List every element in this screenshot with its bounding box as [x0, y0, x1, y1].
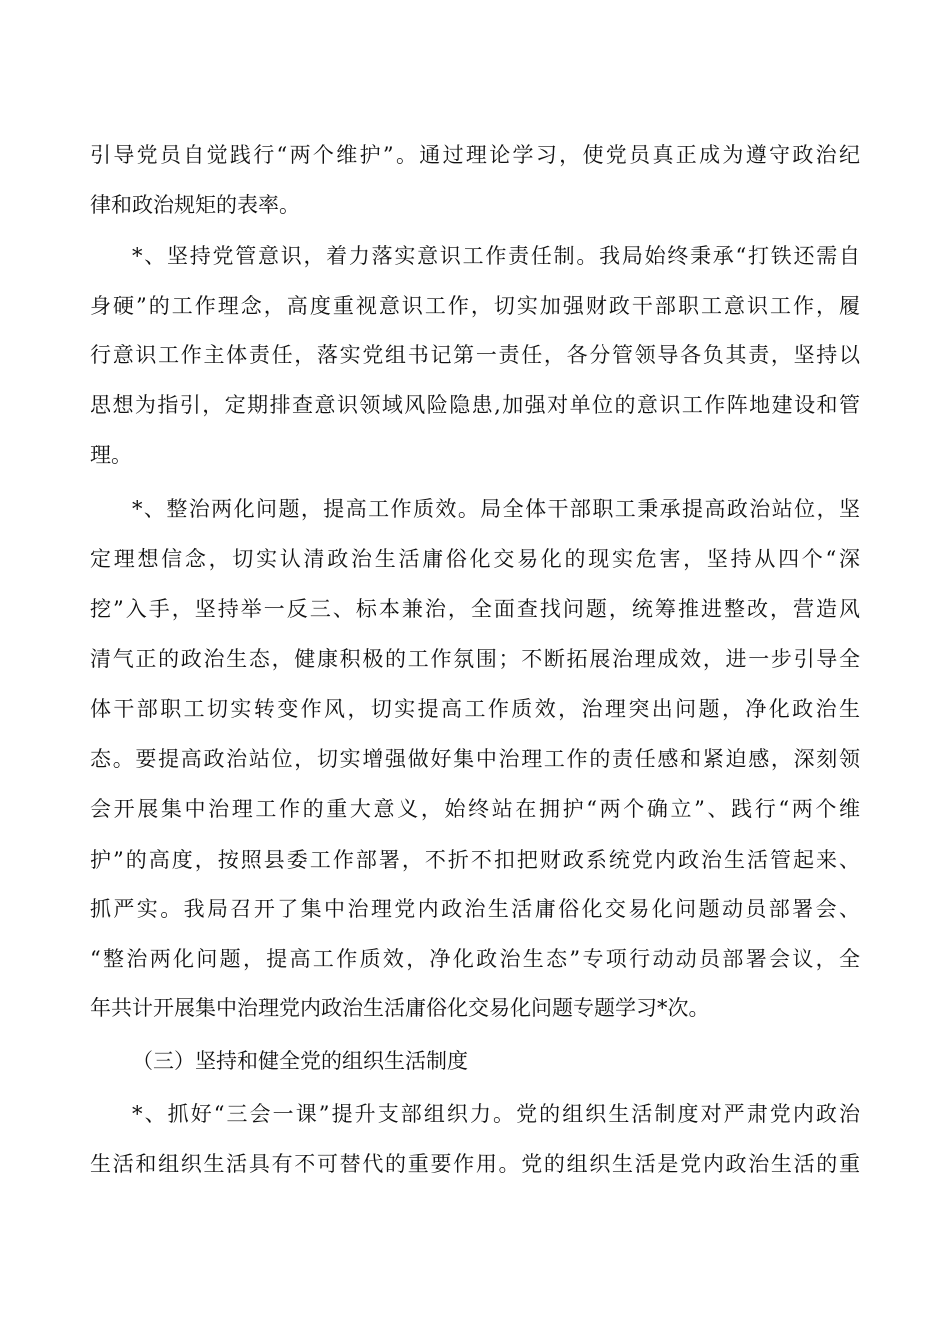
paragraph-line — [0, 784, 950, 834]
section-heading: （三）坚持和健全党的组织生活制度 — [132, 1049, 468, 1073]
paragraph-line — [0, 380, 950, 430]
text-line-4: 身硬”的工作理念，高度重视意识工作，切实加强财政干部职工意识工作，履 — [90, 294, 860, 318]
text-line-18: 年共计开展集中治理党内政治生活庸俗化交易化问题专题学习*次。 — [90, 996, 710, 1020]
text-line-15: 护”的高度，按照县委工作部署，不折不扣把财政系统党内政治生活管起来、 — [90, 848, 860, 872]
text-line-12: 体干部职工切实转变作风，切实提高工作质效，治理突出问题，净化政治生 — [90, 697, 860, 721]
text-line-9: 定理想信念，切实认清政治生活庸俗化交易化的现实危害，坚持从四个“深 — [90, 547, 860, 571]
paragraph-line — [0, 684, 950, 734]
paragraph-line — [0, 130, 950, 180]
text-line-8: *、整治两化问题，提高工作质效。局全体干部职工秉承提高政治站位，坚 — [132, 497, 860, 521]
text-line-1: 引导党员自觉践行“两个维护”。通过理论学习，使党员真正成为遵守政治纪 — [90, 143, 860, 167]
text-line-11: 清气正的政治生态，健康积极的工作氛围；不断拓展治理成效，进一步引导全 — [90, 647, 860, 671]
text-line-10: 挖”入手，坚持举一反三、标本兼治，全面查找问题，统筹推进整改，营造风 — [90, 597, 860, 621]
text-line-21: 生活和组织生活具有不可替代的重要作用。党的组织生活是党内政治生活的重 — [90, 1152, 860, 1176]
paragraph-line — [0, 584, 950, 634]
text-line-20: *、抓好“三会一课”提升支部组织力。党的组织生活制度对严肃党内政治 — [132, 1102, 860, 1126]
paragraph-line — [0, 634, 950, 684]
text-line-3: *、坚持党管意识，着力落实意识工作责任制。我局始终秉承“打铁还需自 — [132, 244, 860, 268]
text-line-14: 会开展集中治理工作的重大意义，始终站在拥护“两个确立”、践行“两个维 — [90, 797, 860, 821]
text-line-13: 态。要提高政治站位，切实增强做好集中治理工作的责任感和紧迫感，深刻领 — [90, 747, 860, 771]
paragraph-line — [0, 534, 950, 584]
paragraph-line — [0, 1089, 950, 1139]
section-heading-line — [0, 1036, 950, 1086]
text-line-7: 理。 — [90, 443, 132, 467]
paragraph-line — [0, 983, 950, 1033]
paragraph-line — [0, 884, 950, 934]
text-line-5: 行意识工作主体责任，落实党组书记第一责任，各分管领导各负其责，坚持以 — [90, 343, 860, 367]
paragraph-line — [0, 484, 950, 534]
paragraph-line — [0, 835, 950, 885]
paragraph-line — [0, 330, 950, 380]
paragraph-line — [0, 231, 950, 281]
text-line-6: 思想为指引，定期排查意识领域风险隐患,加强对单位的意识工作阵地建设和管 — [90, 393, 860, 417]
paragraph-line — [0, 430, 950, 480]
paragraph-line — [0, 934, 950, 984]
paragraph-line — [0, 734, 950, 784]
paragraph-line — [0, 281, 950, 331]
paragraph-line — [0, 180, 950, 230]
paragraph-line — [0, 1139, 950, 1189]
text-line-2: 律和政治规矩的表率。 — [90, 193, 300, 217]
text-line-17: “整治两化问题，提高工作质效，净化政治生态”专项行动动员部署会议，全 — [90, 947, 860, 971]
text-line-16: 抓严实。我局召开了集中治理党内政治生活庸俗化交易化问题动员部署会、 — [90, 897, 860, 921]
